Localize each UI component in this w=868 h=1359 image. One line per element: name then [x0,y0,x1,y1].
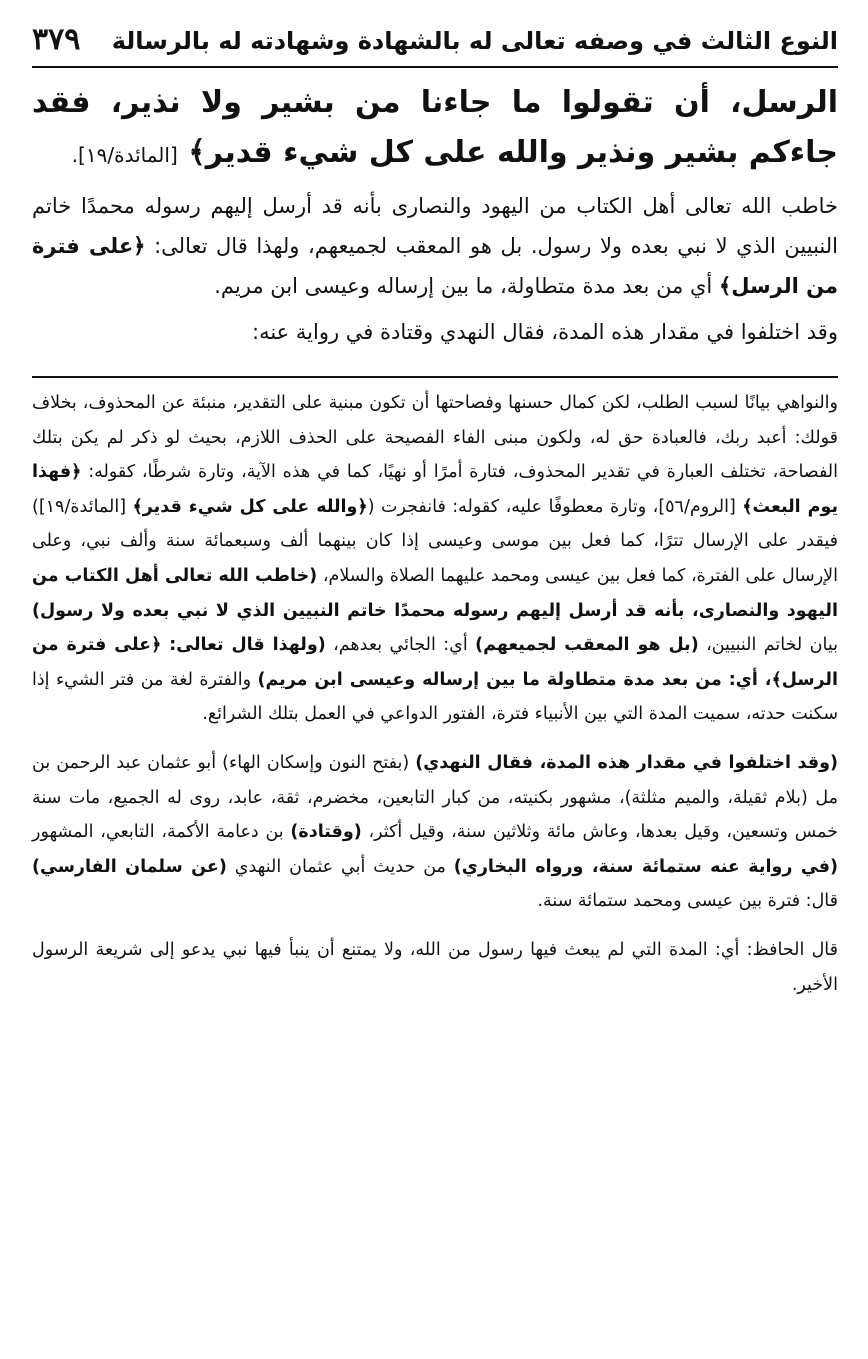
footnote-2-bold-1: (وقد اختلفوا في مقدار هذه المدة، فقال النهدي) [415,752,839,773]
running-title: النوع الثالث في وصفه تعالى له بالشهادة وشهادته له بالرسالة [111,27,838,55]
footnote-2-bold-3: (في رواية عنه ستمائة سنة، ورواه البخاري) [453,856,838,877]
footnote-1-bold-1: (خاطب الله تعالى أهل الكتاب من اليهود والنصارى، بأنه قد أرسل إليهم رسوله محمدًا خاتم النبيين الذي لا نبي بعده ولا رسول) [32,565,838,621]
commentary-paragraph [32,186,838,306]
footnote-1-ref-1: [الروم/٥٦]، وتارة معطوفًا عليه، كقوله: فانفجرت ( [367,496,743,517]
verse-reference: [المائدة/١٩]. [71,143,178,167]
footnote-2-bold-4: (عن سلمان الفارسي) [32,856,227,877]
footnote-1-quote-2: ﴿والله على كل شيء قدير﴾ [132,496,368,517]
footnote-1-quote-1: ﴿فهذا يوم البعث﴾ [32,462,839,517]
footnote-3 [32,933,838,1002]
footnote-1-text-4: والفترة لغة من فتر الشيء إذا سكنت حدته، سميت المدة التي بين الأنبياء فترة، الفتور الدواعي في العمل بتلك الشرائع. [32,669,838,725]
footnote-1-text-3: أي: الجائي بعدهم، [325,635,476,656]
commentary-text-a: خاطب الله تعالى أهل الكتاب من اليهود والنصارى بأنه قد أرسل إليهم رسوله محمدًا خاتم النبيين الذي لا نبي بعده ولا رسول. بل هو المعقب لجميعهم، ولهذا قال تعالى: [32,194,839,258]
page [32,22,838,1002]
page-number: ٣٧٩ [32,22,81,57]
commentary-text-c: وقد اختلفوا في مقدار هذه المدة، فقال النهدي وقتادة في رواية عنه: [252,320,838,344]
footnote-2 [32,746,838,919]
commentary-paragraph-2 [32,312,838,352]
footnote-2-text-3: من حديث أبي عثمان النهدي [226,856,454,877]
footnote-2-bold-2: (وقتادة) [290,822,362,843]
verse-text: الرسل، أن تقولوا ما جاءنا من بشير ولا نذير، فقد جاءكم بشير ونذير والله على كل شيء قدير﴾ [32,85,838,170]
footnote-1-text: والنواهي بيانًا لسبب الطلب، لكن كمال حسنها وفصاحتها أن تكون مبنية على التقدير، منبئة عن المحذوف، بخلاف قولك: أعبد ربك، فالعبادة حق له، ولكون مبنى الفاء الفصيحة على الحذف اللازم، بحيث لو ذكر لم يكن بتلك الفصاحة، تختلف العبارة في تقدير المحذوف، فتارة أمرًا أو نهيًا، كما في هذه الآية، وتارة شرطًا، كقوله: [32,393,838,483]
footnote-1-text-2: بيان لخاتم النبيين، [698,635,838,656]
verse-paragraph [32,78,838,180]
main-text [32,78,838,352]
footnote-separator [32,376,838,378]
footnote-1-bold-3: (ولهذا قال تعالى: ﴿على فترة من الرسل﴾، أي: من بعد مدة متطاولة ما بين إرساله وعيسى ابن مريم) [32,635,838,690]
footnote-2-text-2: بن دعامة الأكمة، التابعي، المشهور [32,822,291,843]
page-header [32,22,838,68]
footnote-2-text-4: قال: فترة بين عيسى ومحمد ستمائة سنة. [537,891,838,912]
footnotes [32,386,838,1002]
commentary-text-b: أي من بعد مدة متطاولة، ما بين إرساله وعيسى ابن مريم. [214,274,719,298]
footnote-3-text: قال الحافظ: أي: المدة التي لم يبعث فيها رسول من الله، ولا يمتنع أن ينبأ فيها نبي يدعو إلى شريعة الرسول الأخير. [32,939,838,995]
footnote-2-text-1: (بفتح النون وإسكان الهاء) أبو عثمان عبد الرحمن بن مل (بلام ثقيلة، والميم مثلثة)، مشهور بكنيته، من كبار التابعين، مخضرم، ثقة، عابد، روى له الجميع، مات سنة خمس وتسعين، وقيل بعدها، وعاش مائة وثلاثين سنة، وقيل أكثر، [32,752,838,843]
quranic-quote: ﴿على فترة من الرسل﴾ [32,234,838,298]
footnote-1-ref-2: [المائدة/١٩]) فيقدر على الإرسال تترًا، كما فعل بين موسى وعيسى إذا كان بينهما ألف وسبعمائة سنة وألف نبي، وعلى الإرسال على الفترة، كما فعل بين عيسى ومحمد عليهما الصلاة والسلام، [32,496,838,586]
footnote-1 [32,386,838,732]
footnote-1-bold-2: (بل هو المعقب لجميعهم) [475,635,699,656]
